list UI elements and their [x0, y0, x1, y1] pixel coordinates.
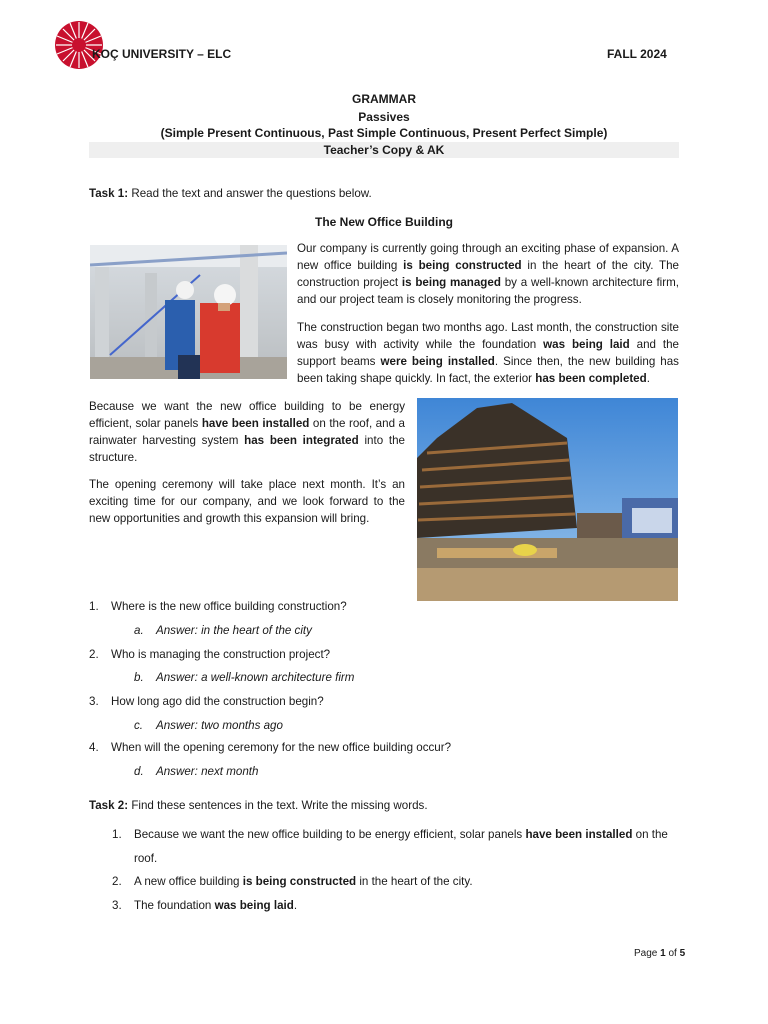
item-number: 2. [112, 875, 122, 888]
task2-instruction: Find these sentences in the text. Write the missing words. [128, 799, 428, 812]
p2-text-d: . [646, 372, 650, 385]
question-text: How long ago did the construction begin? [111, 695, 324, 708]
question-3 [89, 695, 324, 708]
answer-1 [134, 624, 312, 637]
question-number: 1. [89, 600, 99, 613]
p2-text-b: and the support beams [297, 338, 680, 368]
p2-bold-a: was being laid [543, 338, 630, 351]
answer-3 [134, 719, 283, 732]
answer-letter: c. [134, 719, 144, 732]
page-word: Page [634, 948, 661, 959]
title-bar [89, 142, 679, 158]
building-photo [417, 398, 678, 601]
answer-letter: b. [134, 671, 144, 684]
page-footer [634, 948, 685, 959]
question-2 [89, 648, 330, 661]
question-number: 3. [89, 695, 99, 708]
p3-bold-a: have been installed [201, 417, 310, 430]
task2-item-1-continued: roof. [134, 852, 158, 865]
p1-text-b: in the heart of the city. The construction project [297, 259, 679, 289]
answer-text: Answer: in the heart of the city [156, 624, 312, 637]
title-tenses: (Simple Present Continuous, Past Simple Continuous, Present Perfect Simple) [160, 126, 608, 140]
task2-heading [89, 799, 428, 812]
p2-text-a: The construction began two months ago. Last month, the construction site was busy with activity while the foundation [297, 321, 679, 351]
p2-bold-c: has been completed [535, 372, 647, 385]
item-text-end: on the [632, 828, 668, 841]
task1-heading [89, 187, 372, 200]
p3-text-c: into the structure. [89, 434, 405, 464]
item-text-end: . [293, 899, 298, 912]
task2-item-3 [112, 899, 297, 912]
task2-item-2 [112, 875, 473, 888]
question-text: Who is managing the construction project? [111, 648, 331, 661]
page-total: 5 [679, 948, 686, 959]
title-topic: Passives [358, 110, 410, 124]
answer-text: Answer: two months ago [156, 719, 283, 732]
p3-bold-b: has been integrated [244, 434, 359, 447]
answer-4 [134, 765, 258, 778]
item-answer: was being laid [214, 899, 294, 912]
answer-letter: a. [134, 624, 144, 637]
paragraph-3 [89, 398, 405, 466]
item-text-end: in the heart of the city. [356, 875, 473, 888]
p1-text-a: Our company is currently going through an exciting phase of expansion. A new office building [297, 242, 679, 272]
paragraph-1 [297, 240, 679, 308]
question-text: Where is the new office building construction? [111, 600, 347, 613]
item-text: Because we want the new office building to be energy efficient, solar panels [134, 828, 526, 841]
header-term: FALL 2024 [607, 47, 667, 61]
p1-text-c: by a well-known architecture firm, and our project team is closely monitoring the progress. [297, 276, 679, 306]
task1-instruction: Read the text and answer the questions below. [128, 187, 372, 200]
page-of: of [665, 948, 680, 959]
item-number: 1. [112, 828, 122, 841]
question-number: 4. [89, 741, 99, 754]
task2-label: Task 2: [89, 799, 129, 812]
item-number: 3. [112, 899, 122, 912]
answer-text: Answer: next month [156, 765, 259, 778]
p2-bold-b: were being installed [380, 355, 495, 368]
question-number: 2. [89, 648, 99, 661]
answer-letter: d. [134, 765, 144, 778]
paragraph-4: The opening ceremony will take place next month. It’s an exciting time for our company, and we look forward to the new opportunities and growth this expansion will bring. [89, 478, 405, 525]
p3-text-a: Because we want the new office building to be energy efficient, solar panels [89, 400, 405, 430]
header-institution: KOÇ UNIVERSITY – ELC [92, 47, 232, 61]
p3-text-b: on the roof, and a rainwater harvesting system [89, 417, 405, 447]
text-title: The New Office Building [314, 215, 453, 229]
task2-item-1 [112, 828, 679, 841]
paragraph-2 [297, 319, 679, 387]
p1-bold-b: is being managed [401, 276, 501, 289]
item-text: A new office building [134, 875, 243, 888]
university-logo [54, 20, 104, 70]
question-1 [89, 600, 347, 613]
title-copy: Teacher’s Copy & AK [323, 143, 445, 157]
item-answer: is being constructed [242, 875, 357, 888]
question-text: When will the opening ceremony for the new office building occur? [111, 741, 452, 754]
question-4 [89, 741, 451, 754]
title-grammar: GRAMMAR [352, 92, 416, 106]
item-answer: have been installed [525, 828, 633, 841]
answer-text: Answer: a well-known architecture firm [156, 671, 355, 684]
page-number: 1 [660, 948, 666, 959]
workers-photo [90, 245, 287, 379]
task1-label: Task 1: [89, 187, 129, 200]
item-text: The foundation [134, 899, 215, 912]
answer-2 [134, 671, 354, 684]
p2-text-c: . Since then, the new building has been taking shape quickly. In fact, the exterior [297, 355, 679, 385]
p1-bold-a: is being constructed [403, 259, 522, 272]
